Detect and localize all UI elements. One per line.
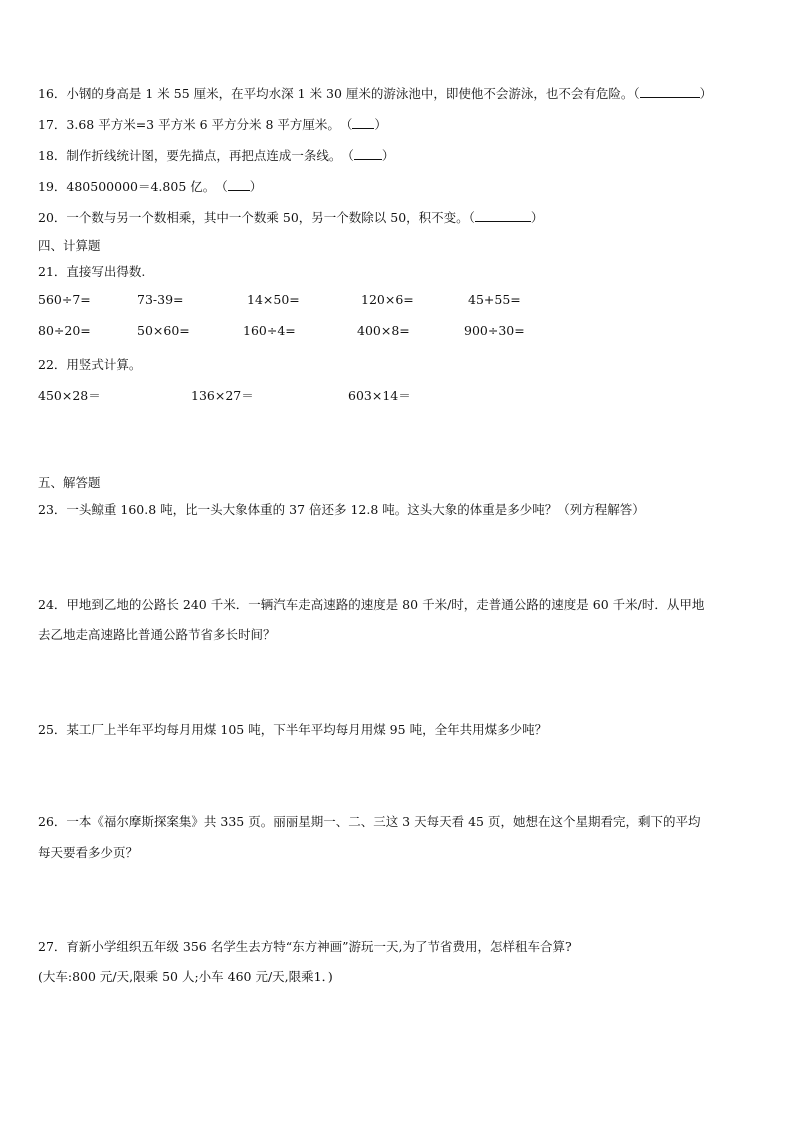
question-20-text: 20．一个数与另一个数相乘，其中一个数乘 50，另一个数除以 50，积不变。（ bbox=[38, 210, 475, 225]
answer-blank-17[interactable] bbox=[352, 116, 374, 129]
question-16 bbox=[38, 84, 712, 102]
question-16-text: 16．小钢的身高是 1 米 55 厘米，在平均水深 1 米 30 厘米的游泳池中，即使他不会游泳，也不会有危险。（ bbox=[38, 86, 640, 101]
question-24-line-2: 去乙地走高速路比普通公路节省多长时间？ bbox=[38, 627, 276, 642]
question-20-close: ） bbox=[530, 210, 544, 225]
answer-blank-18[interactable] bbox=[354, 147, 382, 160]
answer-blank-20[interactable] bbox=[475, 209, 531, 222]
mental-math-item: 14×50= bbox=[247, 292, 300, 307]
question-20 bbox=[38, 208, 543, 226]
question-19-text: 19．480500000＝4.805 亿。 （ bbox=[38, 179, 228, 194]
question-19 bbox=[38, 177, 262, 195]
question-23: 23．一头鲸重 160.8 吨，比一头大象体重的 37 倍还多 12.8 吨。这头大象的体重是多少吨？（列方程解答） bbox=[38, 502, 645, 517]
mental-math-row-1 bbox=[0, 292, 794, 310]
answer-blank-16[interactable] bbox=[640, 85, 700, 98]
question-18 bbox=[38, 146, 394, 164]
question-25: 25．某工厂上半年平均每月用煤 105 吨，下半年平均每月用煤 95 吨，全年共用煤多少吨？ bbox=[38, 722, 548, 737]
question-26-line-1: 26．一本《福尔摩斯探案集》共 335 页。丽丽星期一、二、三这 3 天每天看 45 页，她想在这个星期看完，剩下的平均 bbox=[38, 814, 701, 829]
question-18-text: 18．制作折线统计图，要先描点，再把点连成一条线。 （ bbox=[38, 148, 354, 163]
mental-math-row-2 bbox=[0, 323, 794, 341]
question-18-close: ） bbox=[381, 148, 395, 163]
vertical-calc-row bbox=[0, 386, 794, 404]
mental-math-item: 400×8= bbox=[357, 323, 410, 338]
answer-blank-19[interactable] bbox=[228, 178, 250, 191]
question-24-line-1: 24．甲地到乙地的公路长 240 千米．一辆汽车走高速路的速度是 80 千米/时，走普通公路的速度是 60 千米/时．从甲地 bbox=[38, 597, 705, 612]
mental-math-item: 900÷30= bbox=[464, 323, 525, 338]
question-17 bbox=[38, 115, 387, 133]
question-16-close: ） bbox=[699, 86, 713, 101]
mental-math-item: 560÷7= bbox=[38, 292, 91, 307]
mental-math-item: 160÷4= bbox=[243, 323, 296, 338]
question-17-text: 17．3.68 平方米=3 平方米 6 平方分米 8 平方厘米。 （ bbox=[38, 117, 353, 132]
mental-math-item: 73-39= bbox=[137, 292, 184, 307]
question-27-line-1: 27．育新小学组织五年级 356 名学生去方特“东方神画”游玩一天,为了节省费用，怎样租车合算? bbox=[38, 939, 572, 954]
question-22: 22．用竖式计算。 bbox=[38, 357, 142, 372]
section-5-heading: 五、解答题 bbox=[38, 475, 101, 490]
question-27-line-2: (大车:800 元/天,限乘 50 人;小车 460 元/天,限乘1．) bbox=[38, 969, 333, 984]
mental-math-item: 80÷20= bbox=[38, 323, 91, 338]
question-17-close: ） bbox=[374, 117, 387, 132]
mental-math-item: 45+55= bbox=[468, 292, 521, 307]
mental-math-item: 50×60= bbox=[137, 323, 190, 338]
vertical-calc-item: 450×28＝ bbox=[38, 388, 101, 403]
question-21: 21．直接写出得数. bbox=[38, 264, 146, 279]
section-4-heading: 四、计算题 bbox=[38, 238, 101, 253]
vertical-calc-item: 603×14＝ bbox=[348, 388, 411, 403]
question-26-line-2: 每天要看多少页？ bbox=[38, 845, 139, 860]
vertical-calc-item: 136×27＝ bbox=[191, 388, 254, 403]
question-19-close: ） bbox=[249, 179, 263, 194]
mental-math-item: 120×6= bbox=[361, 292, 414, 307]
